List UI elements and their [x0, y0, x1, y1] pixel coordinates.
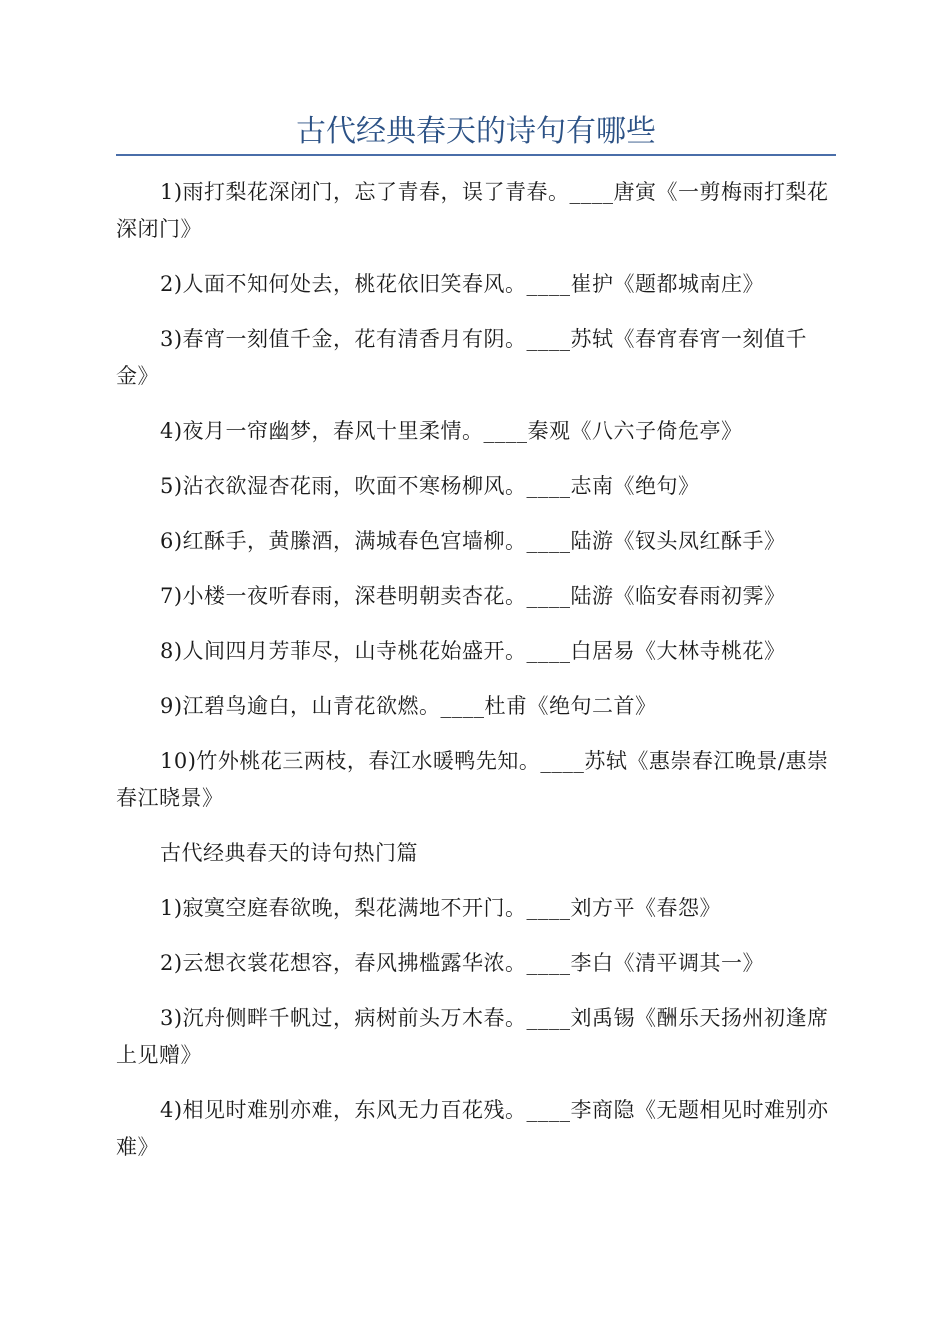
poem-line: 7)小楼一夜听春雨，深巷明朝卖杏花。____陆游《临安春雨初霁》	[160, 584, 786, 608]
poem-line: 10)竹外桃花三两枝，春江水暖鸭先知。____苏轼《惠崇春江晚景/惠崇春江晓景》	[116, 749, 829, 810]
poem-line: 4)夜月一帘幽梦，春风十里柔情。____秦观《八六子倚危亭》	[160, 419, 743, 443]
poem-line: 3)春宵一刻值千金，花有清香月有阴。____苏轼《春宵春宵一刻值千金》	[116, 327, 808, 388]
poem-line: 5)沾衣欲湿杏花雨，吹面不寒杨柳风。____志南《绝句》	[160, 474, 700, 498]
section-heading: 古代经典春天的诗句热门篇	[160, 841, 418, 865]
poem-line: 1)雨打梨花深闭门，忘了青春，误了青春。____唐寅《一剪梅雨打梨花深闭门》	[116, 180, 829, 241]
document-title: 古代经典春天的诗句有哪些	[296, 114, 656, 149]
poem-line: 1)寂寞空庭春欲晚，梨花满地不开门。____刘方平《春怨》	[160, 896, 722, 920]
poem-line: 2)云想衣裳花想容，春风拂槛露华浓。____李白《清平调其一》	[160, 951, 765, 975]
document-body	[116, 174, 836, 1184]
poem-line: 9)江碧鸟逾白，山青花欲燃。____杜甫《绝句二首》	[160, 694, 657, 718]
title-underline	[116, 154, 836, 156]
poem-line: 2)人面不知何处去，桃花依旧笑春风。____崔护《题都城南庄》	[160, 272, 765, 296]
poem-line: 8)人间四月芳菲尽，山寺桃花始盛开。____白居易《大林寺桃花》	[160, 639, 786, 663]
poem-line: 3)沉舟侧畔千帆过，病树前头万木春。____刘禹锡《酬乐天扬州初逢席上见赠》	[116, 1006, 829, 1067]
poem-line: 6)红酥手，黄縢酒，满城春色宫墙柳。____陆游《钗头凤红酥手》	[160, 529, 786, 553]
poem-line: 4)相见时难别亦难，东风无力百花残。____李商隐《无题相见时难别亦难》	[116, 1098, 829, 1159]
